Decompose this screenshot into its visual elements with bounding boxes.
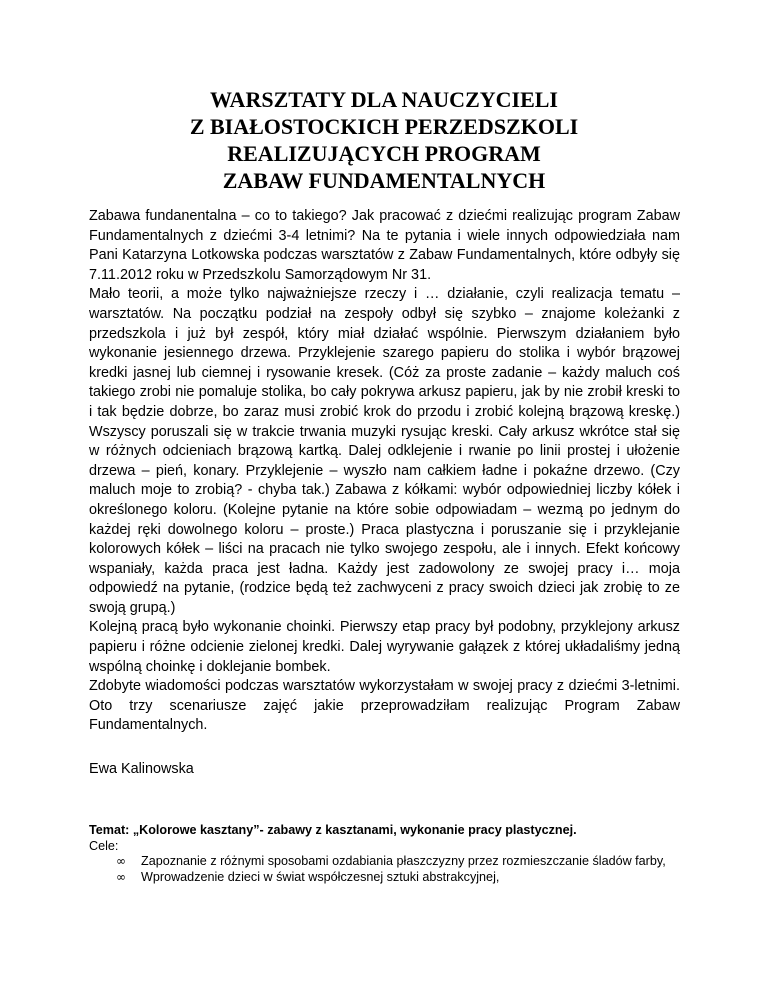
goal-item xyxy=(89,854,689,870)
title-line: WARSZTATY DLA NAUCZYCIELI xyxy=(210,87,558,112)
goal-text: Zapoznanie z różnymi sposobami ozdabiania płaszczyzny przez rozmieszczanie śladów farby, xyxy=(141,854,666,869)
article-body xyxy=(89,207,680,736)
goal-item xyxy=(89,870,689,886)
infinity-bullet-icon: ∞ xyxy=(116,854,126,869)
infinity-bullet-icon: ∞ xyxy=(116,869,126,884)
title-line: REALIZUJĄCYCH PROGRAM xyxy=(227,141,541,166)
goals-list xyxy=(89,854,689,885)
paragraph-workshop: Mało teorii, a może tylko najważniejsze rzeczy i … działanie, czyli realizacja tematu – warsztatów. Na początku podział na zespoły odbył się szybko – znajome koleżanki z przedszkola i już był zespół, który miał działać wspólnie. Pierwszym działaniem było wykonanie jesiennego drzewa. Przyklejenie szarego papieru do stolika i wybór brązowej kredki jasnej lub ciemnej i rysowanie kresek. (Cóż za proste zadanie – każdy maluch coś takiego zrobi nie pomaluje stolika, bo cały pokrywa arkusz papieru, jak by nie zrobił kreski to i tak będzie dobrze, bo zaraz musi zrobić krok do przodu i zrobić kolejną brązową kreskę.) Wszyscy poruszali się w trakcie trwania muzyki rysując kreski. Cały arkusz wkrótce stał się w różnych odcieniach brązową kartką. Dalej odklejenie i rwanie po linii prostej i ułożenie drzewa – pień, konary. Przyklejenie – wyszło nam całkiem ładne i pokaźne drzewo. (Czy maluch moje to zrobią? - chyba tak.) Zabawa z kółkami: wybór odpowiedniej liczby kółek i określonego koloru. (Kolejne pytanie na które sobie odpowiadam – wezmą po jednym do każdej ręki dowolnego koloru – proste.) Praca plastyczna i poruszanie się i przyklejanie kolorowych kółek – liści na pracach nie tylko swojego zespołu, ale i innych. Efekt końcowy wspaniały, każda praca jest ładna. Każdy jest zadowolony ze swojej pracy i… moja odpowiedź na pytanie, (rodzice będą też zachwyceni z pracy swoich dzieci jak zrobię to ze swoją grupą.) xyxy=(89,286,680,616)
title-line: ZABAW FUNDAMENTALNYCH xyxy=(222,168,546,193)
paragraph-intro: Zabawa fundanentalna – co to takiego? Jak pracować z dziećmi realizując program Zabaw Fundamentalnych z dziećmi 3-4 letnimi? Na te pytania i wiele innych odpowiedziała nam Pani Katarzyna Lotkowska podczas warsztatów z Zabaw Fundamentalnych, które odbyły się 7.11.2012 roku w Przedszkolu Samorządowym Nr 31. xyxy=(89,208,680,283)
lesson-topic: Temat: „Kolorowe kasztany”- zabawy z kasztanami, wykonanie pracy plastycznej. xyxy=(89,823,577,837)
goal-text: Wprowadzenie dzieci w świat współczesnej sztuki abstrakcyjnej, xyxy=(141,869,500,884)
paragraph-summary: Zdobyte wiadomości podczas warsztatów wykorzystałam w swojej pracy z dziećmi 3-letnimi. Oto trzy scenariusze zajęć jakie przeprowadziłam realizując Program Zabaw Fundamentalnych. xyxy=(89,678,680,734)
goals-label: Cele: xyxy=(89,838,119,853)
paragraph-christmas-tree: Kolejną pracą było wykonanie choinki. Pierwszy etap pracy był podobny, przyklejony arkusz papieru i różne odcienie zielonej kredki. Dalej wyrywanie gałązek z której układaliśmy jedną wspólną choinkę i doklejanie bombek. xyxy=(89,619,680,675)
document-title xyxy=(0,86,768,194)
title-line: Z BIAŁOSTOCKICH PERZEDSZKOLI xyxy=(189,114,579,139)
lesson-plan xyxy=(89,823,689,885)
author-signature: Ewa Kalinowska xyxy=(89,761,194,777)
